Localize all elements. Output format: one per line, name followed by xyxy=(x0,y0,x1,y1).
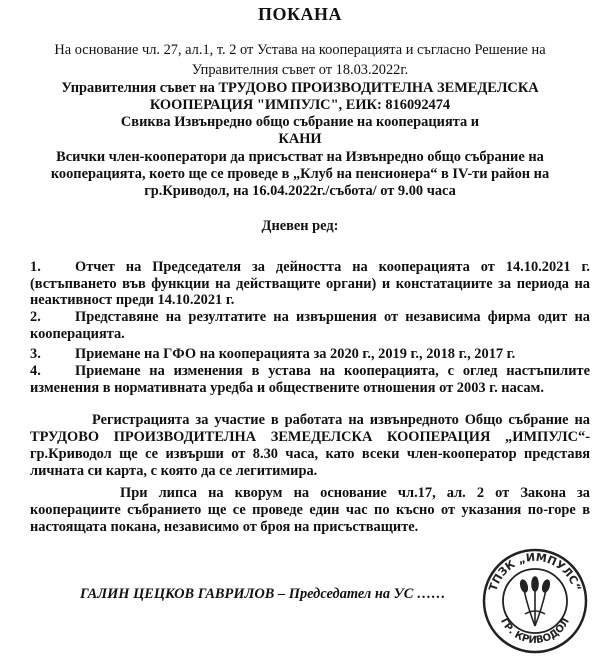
stamp-bottom-text: ГР. КРИВОДОЛ xyxy=(498,616,572,647)
agenda-item-2-text: Представяне на резултатите на извършения от независима фирма одит на кооперацията. xyxy=(30,309,590,342)
agenda-item-1-text: Отчет на Председателя за дейността на кооперацията от 14.10.2021 г. (встъпването във функции на действащите органи) и констатациите за периода на неактивност преди 14.10.2021 г. xyxy=(30,259,590,308)
agenda-item-2-number: 2. xyxy=(30,309,41,325)
board-line-1: Управителния съвет на ТРУДОВО ПРОИЗВОДИТЕЛНА ЗЕМЕДЕЛСКА xyxy=(61,80,539,96)
wheat-emblem-icon xyxy=(520,577,551,626)
chairman-signature-line: ГАЛИН ЦЕЦКОВ ГАВРИЛОВ – Председател на УС …… xyxy=(80,586,446,602)
kani-heading: КАНИ xyxy=(278,131,322,147)
agenda-item-3-text: Приемане на ГФО на кооперацията за 2020 г., 2019 г., 2018 г., 2017 г. xyxy=(75,346,516,362)
intro-line-1: На основание чл. 27, ал.1, т. 2 от Устава на кооперацията и съгласно Решение на xyxy=(54,42,546,58)
agenda-item-1-number: 1. xyxy=(30,259,41,275)
registration-paragraph: Регистрацията за участие в работата на извънредното Общо събрание на ТРУДОВО ПРОИЗВОДИТЕЛНА ЗЕМЕДЕЛСКА КООПЕРАЦИЯ „ИМПУЛС“-гр.Криводол ще се извърши от 8.30 часа, като всеки член-кооператор представя личната си карта, с която да се легитимира. xyxy=(30,412,590,479)
agenda-item-3-number: 3. xyxy=(30,346,41,362)
board-line-2: КООПЕРАЦИЯ "ИМПУЛС", ЕИК: 816092474 xyxy=(149,97,451,113)
invite-line-1: Всички член-кооператори да присъстват на Извънредно общо събрание на xyxy=(56,149,544,165)
document-title: ПОКАНА xyxy=(257,4,343,24)
quorum-paragraph: При липса на кворум на основание чл.17, ал. 2 от Закона за кооперациите събранието ще се проведе един час по късно от указания по-горе в настоящата покана, независимо от броя на присъстващите. xyxy=(30,485,590,535)
invite-line-3: гр.Криводол, на 16.04.2022г./събота/ от 9.00 часа xyxy=(144,183,456,199)
invite-line-2: кооперацията, което ще се проведе в „Клуб на пенсионера“ в IV-ти район на xyxy=(50,166,550,182)
agenda-item-4-text: Приемане на изменения в устава на кооперацията, с оглед настъпилите изменения в нормативната уредба и обществените отношения от 2003 г. насам. xyxy=(30,363,590,396)
agenda-heading: Дневен ред: xyxy=(261,218,339,234)
stamp-top-text: ТПЗК „ИМПУЛС“ xyxy=(486,550,584,593)
agenda-item-4-number: 4. xyxy=(30,363,41,379)
cooperative-stamp xyxy=(480,546,590,656)
board-line-3: Свиква Извънредно общо събрание на кооперацията и xyxy=(120,114,480,130)
intro-line-2: Управителния съвет от 18.03.2022г. xyxy=(191,62,409,78)
